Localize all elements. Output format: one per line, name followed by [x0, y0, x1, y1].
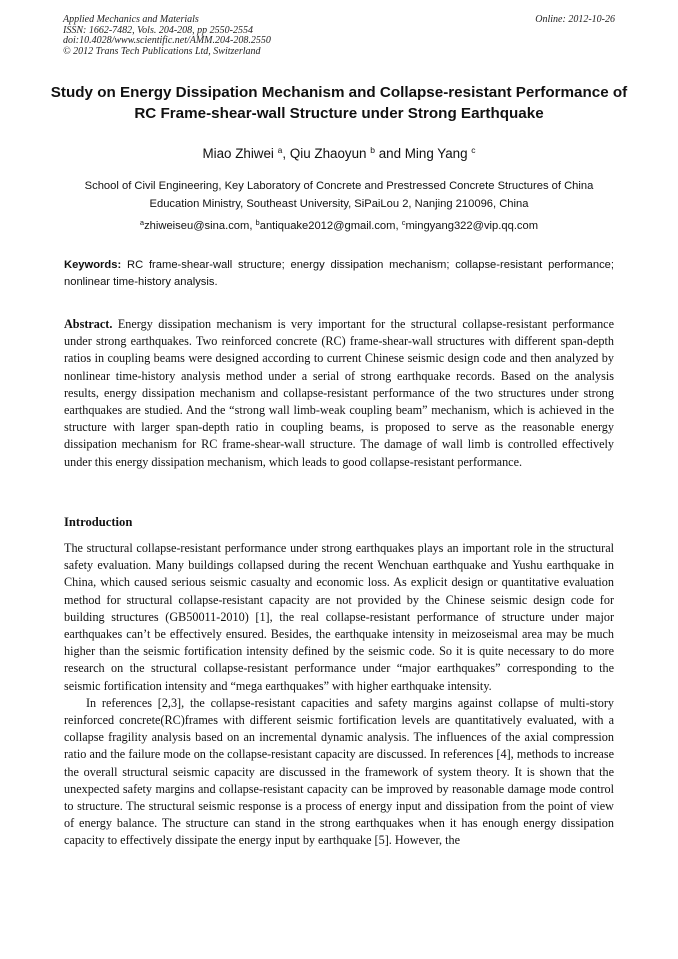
paper-title: Study on Energy Dissipation Mechanism and Collapse-resistant Performance of RC Frame-shear-wall Structure under Strong Earthquake [50, 84, 628, 122]
copyright-line: © 2012 Trans Tech Publications Ltd, Switzerland [63, 45, 261, 57]
section-heading-introduction: Introduction [64, 515, 133, 529]
author-separator: , [282, 146, 290, 161]
author-affiliation-mark: a [277, 145, 283, 155]
keywords-label: Keywords: [64, 259, 122, 271]
email-mark: a [139, 218, 145, 227]
email-list: $^a$zhiweiseu@sina.com, $^b$antiquake2012@gmail.com, $^c$mingyang322@vip.qq.com [139, 218, 539, 232]
author-name: Qiu Zhaoyun [289, 146, 367, 161]
author-email: antiquake2012@gmail.com [259, 220, 396, 232]
introduction-body [64, 540, 614, 850]
online-date: Online: 2012-10-26 [535, 14, 615, 25]
keywords-text: RC frame-shear-wall structure; energy dissipation mechanism; collapse-resistant performance; nonlinear time-history analysis. [64, 259, 614, 288]
email-mark: c [401, 218, 406, 227]
email-mark: b [255, 218, 260, 227]
issn-line: ISSN: 1662-7482, Vols. 204-208, pp 2550-2554 [63, 24, 253, 36]
journal-header [63, 15, 483, 57]
author-email: zhiweiseu@sina.com [144, 220, 250, 232]
body-paragraph: In references [2,3], the collapse-resistant capacities and safety margins against collapse of multi-story reinforced concrete(RC)frames with different seismic fortification levels are quantitatively evaluated, with a collapse fragility analysis based on an incremental dynamic analysis. The influences of the axial compression ratio and the failure mode on the collapse-resistant capacity are discussed. In references [4], methods to increase the overall structural seismic capacity are discussed in the framework of system theory. It is shown that the unexpected safety margins and collapse-resistant capacity can be improved by reasonable damage mode control to structure. The structural seismic response is a process of energy input and dissipation from the point of view of energy balance. The structure can stand in the strong earthquakes when it has enough energy dissipation capacity to effectively dissipate the energy input by earthquake [5]. However, the [64, 695, 614, 848]
author-separator: and [374, 146, 405, 161]
author-affiliation-mark: c [471, 145, 476, 155]
doi-line: doi:10.4028/www.scientific.net/AMM.204-208.2550 [63, 35, 271, 46]
author-name: Ming Yang [404, 146, 468, 161]
journal-name: Applied Mechanics and Materials [63, 14, 199, 25]
author-list [40, 145, 638, 163]
abstract-label: Abstract. [64, 317, 113, 331]
body-paragraph: The structural collapse-resistant performance under strong earthquakes plays an important role in the structural safety evaluation. Many buildings collapsed during the recent Wenchuan earthquake and Yushu earthquake in China, which caused serious seismic casualty and economic loss. As explicit design or quantitative evaluation method for structural collapse-resistant capacity are not provided by the Chinese seismic design code for building structures (GB50011-2010) [1], the real collapse-resistant performance of structure under major earthquakes can’t be effectively ensured. Besides, the earthquake intensity in meizoseismal area may be much higher than the seismic fortification intensity defined by the seismic code. So it is quite necessary to do more research on the structural collapse-resistant performance under “major earthquakes” corresponding to the seismic fortification intensity and “mega earthquakes” with higher earthquake intensity. [64, 541, 614, 693]
affiliation: School of Civil Engineering, Key Laboratory of Concrete and Prestressed Concrete Structures of China Education Ministry, Southeast University, SiPaiLou 2, Nanjing 210096, China [84, 180, 594, 210]
author-affiliation-mark: b [370, 145, 375, 155]
author-email: mingyang322@vip.qq.com [405, 220, 539, 232]
author-name: Miao Zhiwei [202, 146, 274, 161]
abstract-text: Energy dissipation mechanism is very important for the structural collapse-resistant performance under strong earthquakes. Two reinforced concrete (RC) frame-shear-wall structures with different span-depth ratios in coupling beams were designed according to current Chinese seismic design code and then analyzed by nonlinear time-history analysis method under a serial of strong earthquake records. Based on the analysis results, energy dissipation mechanism and collapse-resistant performance of the two structures under strong earthquakes are studied. And the “strong wall limb-weak coupling beam” mechanism, which is achieved in the structure with larger span-depth ratio in coupling beams, is proposed to serve as the reasonable energy dissipation mechanism for RC frame-shear-wall structure. The damage of wall limb is controlled effectively under this energy dissipation mechanism, which leads to good collapse-resistant performance. [64, 317, 614, 469]
keywords [64, 257, 614, 291]
abstract [64, 316, 614, 471]
